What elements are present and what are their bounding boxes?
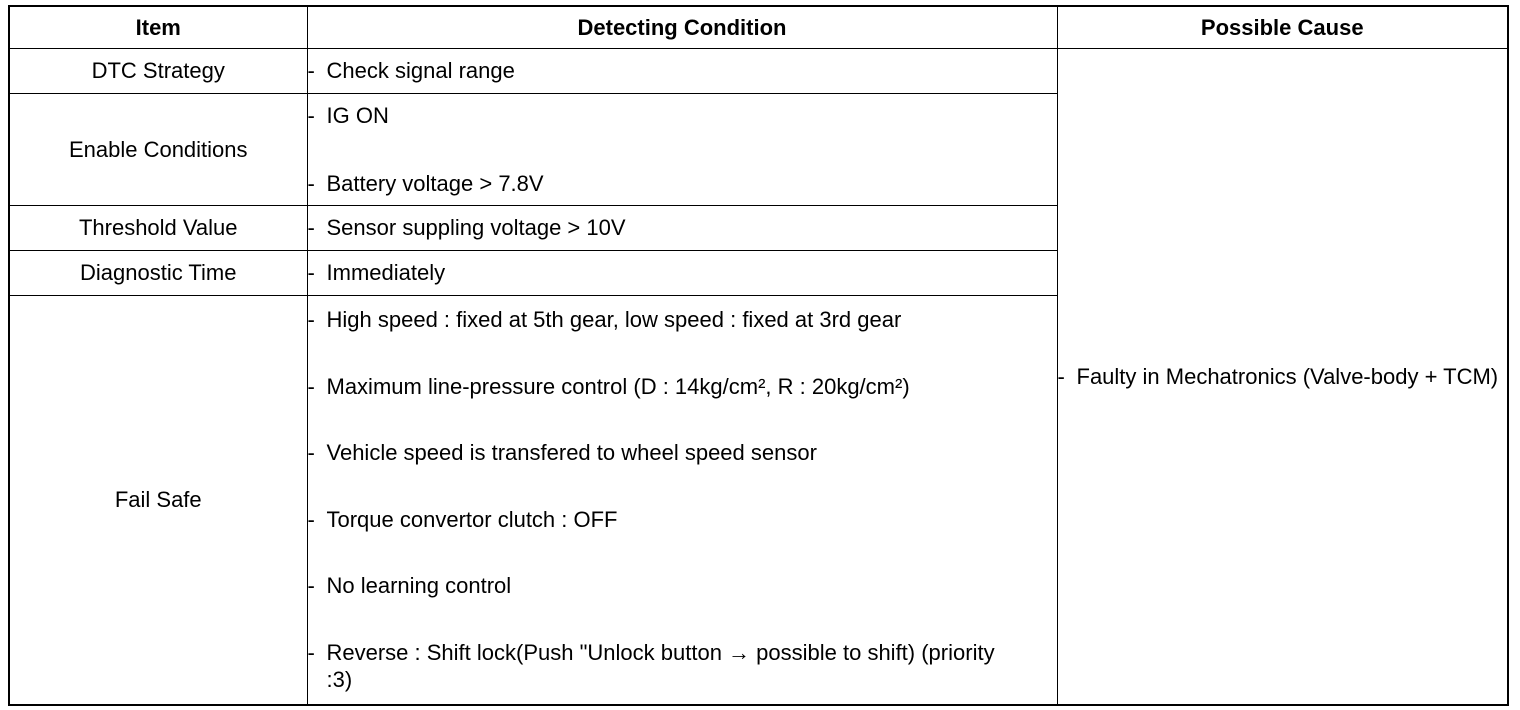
bullet: - [307, 58, 315, 84]
condition-cell [307, 94, 1057, 206]
header-possible-cause: Possible Cause [1057, 6, 1508, 49]
condition-line [308, 57, 1057, 85]
condition-text: Maximum line-pressure control (D : 14kg/cm², R : 20kg/cm²) [326, 373, 910, 399]
header-item: Item [9, 6, 307, 49]
cause-line [1058, 363, 1508, 391]
condition-text: High speed : fixed at 5th gear, low speed : fixed at 3rd gear [326, 307, 902, 332]
condition-line [308, 102, 1057, 130]
bullet: - [307, 307, 315, 332]
bullet: - [307, 373, 315, 399]
condition-text: Check signal range [326, 58, 515, 84]
condition-text: Sensor suppling voltage > 10V [326, 215, 626, 241]
condition-line [308, 373, 1057, 401]
condition-text: IG ON [326, 103, 389, 128]
condition-line [308, 259, 1057, 287]
possible-cause-cell [1057, 49, 1508, 705]
bullet: - [1057, 363, 1065, 389]
condition-line [308, 170, 1057, 198]
dtc-table [8, 5, 1509, 706]
condition-line [308, 306, 1057, 334]
condition-text: No learning control [326, 573, 512, 598]
condition-line [308, 639, 1057, 694]
condition-cell [307, 49, 1057, 94]
condition-text: Reverse : Shift lock(Push "Unlock button → possible to shift) (priority :3) [326, 639, 995, 692]
bullet: - [307, 215, 315, 241]
bullet: - [307, 506, 315, 532]
condition-cell [307, 251, 1057, 296]
condition-text: Vehicle speed is transfered to wheel speed sensor [326, 440, 817, 465]
item-diagnostic-time: Diagnostic Time [9, 251, 307, 296]
possible-cause-text: Faulty in Mechatronics (Valve-body + TCM) [1076, 363, 1499, 389]
condition-cell [307, 206, 1057, 251]
item-threshold-value: Threshold Value [9, 206, 307, 251]
item-dtc-strategy: DTC Strategy [9, 49, 307, 94]
condition-text: Immediately [326, 260, 446, 286]
table-row [9, 49, 1508, 94]
condition-text: Battery voltage > 7.8V [326, 170, 544, 196]
condition-line [308, 214, 1057, 242]
fail-safe-list [308, 306, 1057, 694]
condition-line [308, 506, 1057, 534]
bullet: - [307, 260, 315, 286]
bullet: - [307, 440, 315, 465]
item-fail-safe: Fail Safe [9, 296, 307, 705]
bullet: - [307, 573, 315, 598]
bullet: - [307, 170, 315, 196]
item-enable-conditions: Enable Conditions [9, 94, 307, 206]
condition-line [308, 572, 1057, 600]
condition-text: Torque convertor clutch : OFF [326, 506, 618, 532]
condition-line [308, 439, 1057, 467]
table-header-row [9, 6, 1508, 49]
condition-cell [307, 296, 1057, 705]
header-detecting-condition: Detecting Condition [307, 6, 1057, 49]
bullet: - [307, 639, 315, 665]
bullet: - [307, 103, 315, 128]
